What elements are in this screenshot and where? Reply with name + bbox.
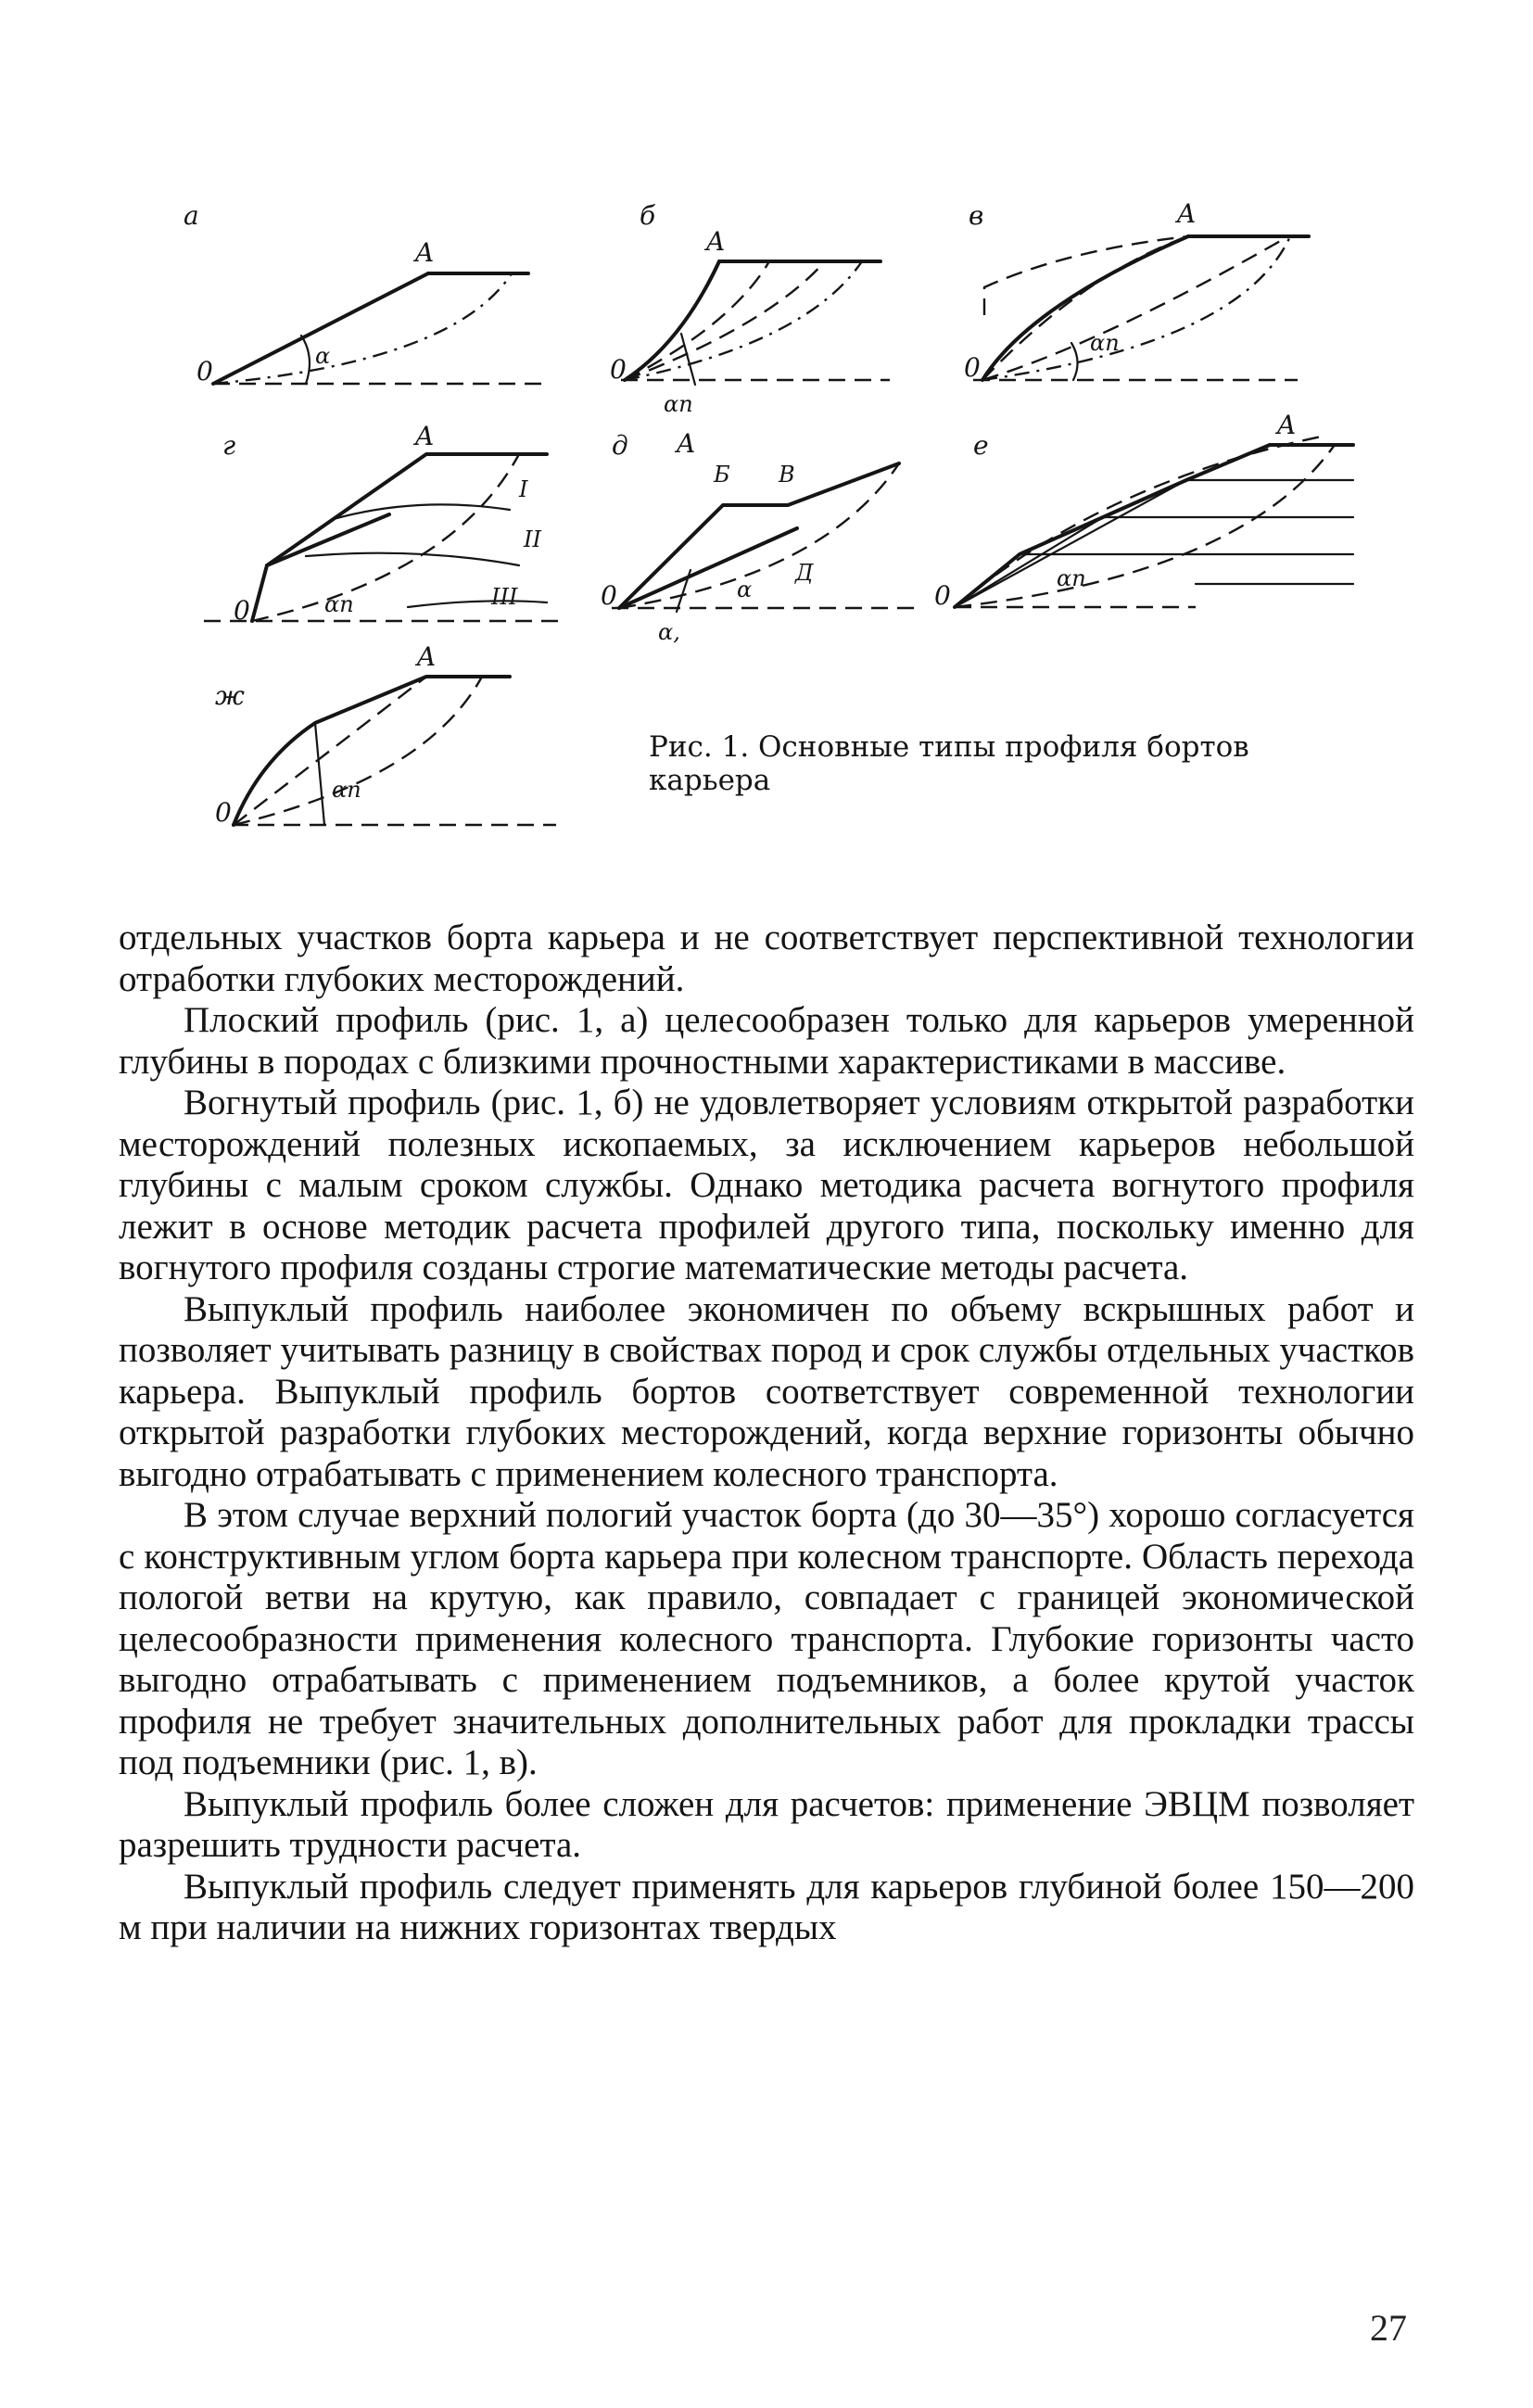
panel-d xyxy=(601,428,918,645)
point-b-label: Б xyxy=(714,462,730,488)
panel-label-b: б xyxy=(640,200,656,231)
origin-label: 0 xyxy=(215,797,232,828)
paragraph: Выпуклый профиль следует применять для карьеров глубиной более 150—200 м при наличии на нижних горизонтах твердых xyxy=(119,1866,1414,1947)
paragraph: Плоский профиль (рис. 1, а) целесообразен только для карьеров умеренной глубины в породах с близкими прочностными характеристиками в массиве. xyxy=(119,1000,1414,1082)
alpha-p-label: αп xyxy=(1057,565,1086,591)
layer-3-label: III xyxy=(491,584,518,610)
paragraph: В этом случае верхний пологий участок борта (до 30—35°) хорошо согласуется с конструктивным углом борта карьера при колесном транспорте. Область перехода пологой ветви на крутую, как правило, совпадает с границей экономической целесообразности применения колесного транспорта. Глубокие горизонты часто выгодно отрабатывать с применением подъемников, а более крутой участок профиля не требует значительных дополнительных работ для прокладки трассы под подъемники (рис. 1, в). xyxy=(119,1495,1414,1782)
point-a-label: A xyxy=(677,428,696,459)
panel-b xyxy=(610,200,890,417)
origin-label: 0 xyxy=(934,580,951,611)
origin-label: 0 xyxy=(610,354,627,385)
panel-label-g: г xyxy=(222,430,236,461)
layer-1-label: I xyxy=(519,476,528,502)
point-a-label: A xyxy=(415,237,435,268)
point-a-label: A xyxy=(706,226,726,257)
paragraph: Вогнутый профиль (рис. 1, б) не удовлетворяет условиям открытой разработки месторождений полезных ископаемых, за исключением карьеров небольшой глубины с малым сроком службы. Однако методика расчета вогнутого профиля лежит в основе методик расчета профилей другого типа, поскольку именно для вогнутого профиля созданы строгие математические методы расчета. xyxy=(119,1083,1414,1287)
layer-2-label: II xyxy=(524,526,541,552)
origin-label: 0 xyxy=(964,352,981,383)
alpha-p-label: αп xyxy=(664,391,693,417)
panel-zh xyxy=(215,641,556,828)
point-a-label: A xyxy=(1177,198,1197,229)
origin-label: 0 xyxy=(601,580,617,611)
origin-label: 0 xyxy=(196,356,213,387)
paragraph: Выпуклый профиль более сложен для расчетов: применение ЭВЦМ позволяет разрешить трудности расчета. xyxy=(119,1783,1414,1865)
panel-label-a: a xyxy=(184,200,199,231)
alpha-p-label: αп xyxy=(1090,330,1120,356)
point-a-label: A xyxy=(415,421,435,451)
alpha-label: α xyxy=(737,577,753,602)
panel-label-d: д xyxy=(612,430,628,461)
alpha-label: α xyxy=(315,343,331,369)
point-a-label: A xyxy=(417,641,437,672)
panel-label-zh: ж xyxy=(215,680,245,711)
panel-label-v: в xyxy=(969,200,984,231)
panel-g xyxy=(204,421,565,626)
figure-caption: Рис. 1. Основные типы профиля бортов карьера xyxy=(649,730,1249,797)
panel-a xyxy=(184,200,547,387)
panel-e xyxy=(934,410,1353,611)
origin-label: 0 xyxy=(234,595,250,626)
paragraph: Выпуклый профиль наиболее экономичен по объему вскрышных работ и позволяет учитывать разницу в свойствах пород и срок службы отдельных участков карьера. Выпуклый профиль бортов соответствует современной технологии открытой разработки глубоких месторождений, когда верхние горизонты обычно выгодно отрабатывать с применением колесного транспорта. xyxy=(119,1288,1414,1494)
point-a-label: A xyxy=(1277,410,1297,440)
alpha-1-label: α, xyxy=(658,619,680,645)
paragraph: отдельных участков борта карьера и не соответствует перспективной технологии отработки глубоких месторождений. xyxy=(119,918,1414,999)
page-number: 27 xyxy=(1370,2307,1407,2349)
alpha-p-label: αп xyxy=(332,777,361,803)
alpha-p-label: αп xyxy=(324,591,354,617)
point-v-label: В xyxy=(779,462,795,488)
point-d-label: Д xyxy=(795,560,814,586)
body-text xyxy=(119,918,1414,1949)
panel-v xyxy=(964,198,1309,383)
panel-label-e: е xyxy=(973,430,989,461)
